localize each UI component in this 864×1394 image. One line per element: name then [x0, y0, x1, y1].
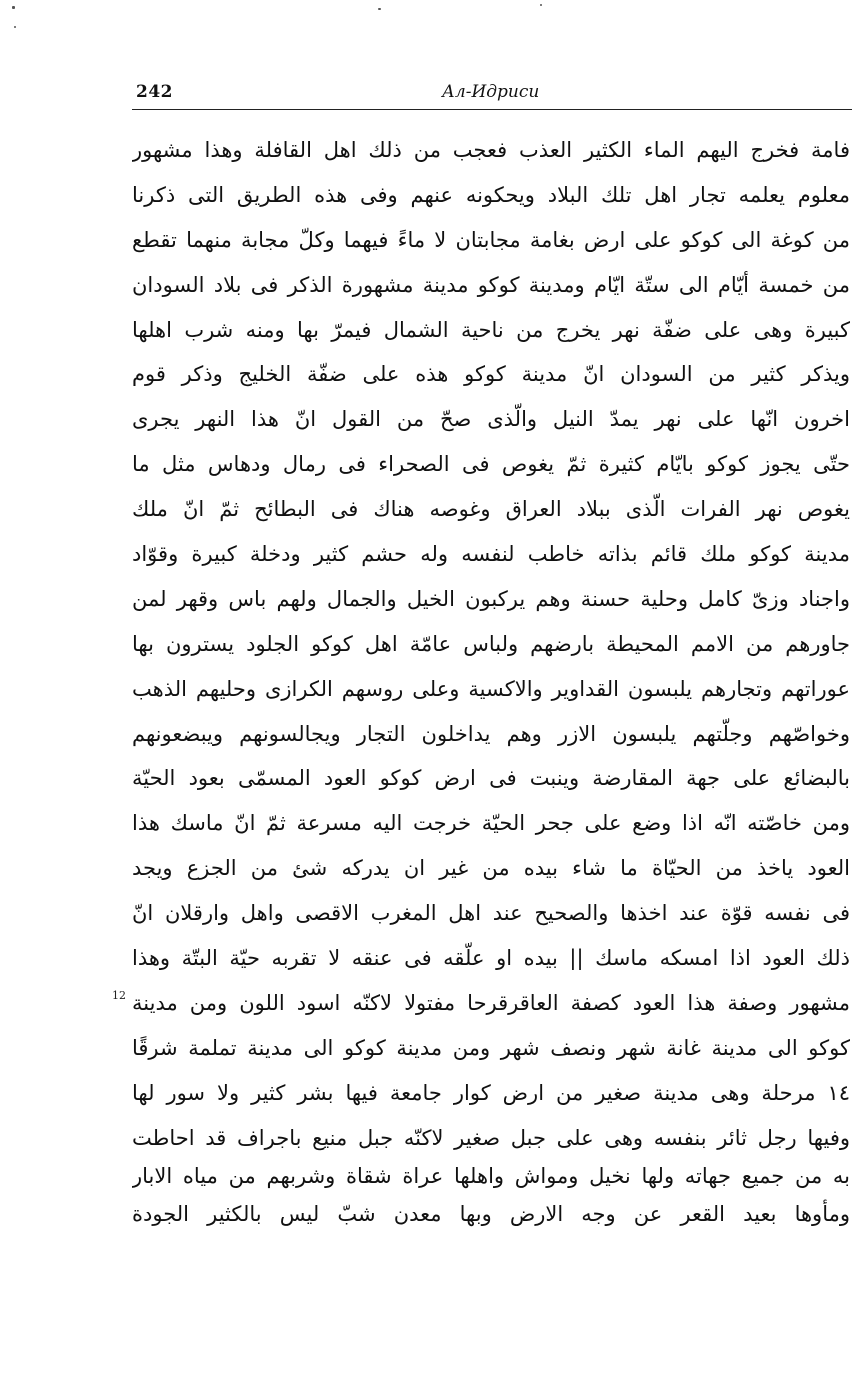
text-line: معلوم يعلمه تجار اهل تلك البلاد ويحكونه عنهم وفى هذه الطريق التى ذكرنا [132, 182, 850, 207]
text-line: اخرون انّها على نهر يمدّ النيل والّذى صحّ من القول انّ هذا النهر يجرى [132, 407, 850, 432]
text-line: ذلك العود اذا امسكه ماسك || بيده او علّقه فى عنقه لا تقربه حيّة البتّة وهذا [132, 946, 850, 971]
text-line: جاورهم من الامم المحيطة بارضهم ولباس عامّة اهل كوكو الجلود يسترون بها [132, 631, 850, 656]
scan-speck [378, 8, 381, 10]
text-line: واجناد وزىّ كامل وحلية حسنة وهم يركبون الخيل والجمال ولهم باس وقهر لمن [132, 586, 850, 611]
text-line: يغوص نهر الفرات الّذى ببلاد العراق وغوصه هناك فى البطائح ثمّ انّ ملك [132, 497, 850, 522]
page-header [132, 82, 852, 116]
text-line: عوراتهم وتجارهم يلبسون القداوير والاكسية وعلى روسهم الكرازى وحليهم الذهب [132, 676, 850, 701]
text-line: وفيها رجل ثائر بنفسه وهى على جبل صغير لاكنّه جبل منيع باجراف قد احاطت [132, 1125, 850, 1150]
margin-line-number: 12 [112, 989, 126, 1002]
text-line: مشهور وصفة هذا العود كصفة العاقرقرحا مفتولا لاكنّه اسود اللون ومن مدينة [132, 990, 850, 1015]
page-number: 242 [136, 82, 173, 102]
text-line: ومن خاصّته انّه اذا وضع على جحر الحيّة خرجت اليه مسرعة ثمّ انّ ماسك هذا [132, 811, 850, 836]
scan-speck [540, 4, 542, 6]
text-line: كبيرة وهى على ضفّة نهر يخرج من ناحية الشمال فيمرّ بها ومنه شرب اهلها [132, 317, 850, 342]
text-line: بالبضائع على جهة المقارضة وينبت فى ارض كوكو العود المسمّى بعود الحيّة [132, 766, 850, 791]
scan-speck [14, 26, 16, 28]
text-line: ١٤ مرحلة وهى مدينة صغير من ارض كوار جامعة فيها بشر كثير ولا سور لها [132, 1080, 850, 1105]
text-line: العود ياخذ من الحيّاة ما شاء بيده من غير ان يدركه شئ من الجزع ويجد [132, 856, 850, 881]
scan-speck [12, 6, 15, 9]
text-line: ويذكر كثير من السودان انّ مدينة كوكو هذه على ضفّة الخليج وذكر قوم [132, 362, 850, 387]
text-line: مدينة كوكو ملك قائم بذاته خاطب لنفسه وله حشم كثير ودخلة كبيرة وقوّاد [132, 542, 850, 567]
arabic-text-body [132, 128, 850, 1237]
text-line: به من جميع جهاته ولها نخيل ومواش واهلها عراة شقاة وشربهم من مياه الابار [132, 1164, 850, 1189]
text-line: وخواصّهم وجلّتهم يلبسون الازر وهم يداخلون التجار ويجالسونهم ويبضعونهم [132, 721, 850, 746]
text-line: فامة فخرج اليهم الماء الكثير العذب فعجب من ذلك اهل القافلة وهذا مشهور [132, 138, 850, 162]
text-line: ومأوها بعيد القعر عن وجه الارض وبها معدن شبّ ليس بالكثير الجودة [132, 1202, 850, 1227]
text-line: فى نفسه قوّة عند اخذها والصحيح عند اهل المغرب الاقصى واهل وارقلان انّ [132, 901, 850, 926]
text-line: من كوغة الى كوكو على ارض بغامة مجابتان لا ماءً فيهما وكلّ مجابة منهما تقطع [132, 227, 850, 252]
running-title: Ал-Идриси [442, 82, 540, 102]
text-line: من خمسة أيّام الى ستّة ايّام ومدينة كوكو مدينة مشهورة الذكر فى بلاد السودان [132, 272, 850, 297]
text-line: حتّى يجوز كوكو بايّام كثيرة ثمّ يغوص فى الصحراء فى رمال ودهاس مثل ما [132, 452, 850, 477]
text-line: كوكو الى مدينة غانة شهر ونصف شهر ومن مدينة كوكو الى مدينة تملمة شرقًا [132, 1035, 850, 1060]
header-rule [132, 109, 852, 110]
